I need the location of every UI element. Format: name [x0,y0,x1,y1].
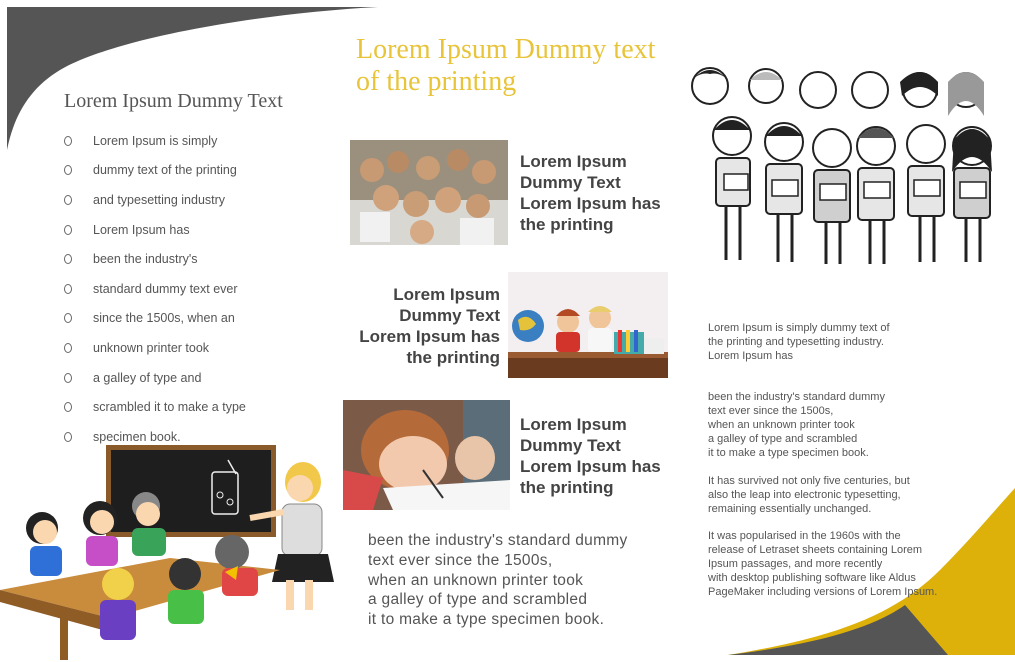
list-item: specimen book. [64,422,246,452]
middle-body-text: been the industry's standard dummy text ever since the 1500s, when an unknown printer took a galley of type and scrambled it to make a type specimen book. [368,532,628,629]
left-heading: Lorem Ipsum Dummy Text [64,90,283,112]
right-body-text: Lorem Ipsum is simply dummy text of the printing and typesetting industry. Lorem Ipsum has been the industry's standard dummy text ever since the 1500s, when an unknown printer took a galley of type and scrambled it to make a type specimen book. It has survived not only five centuries, but also the leap into electronic typesetting, remaining essentially unchanged. It was popularised in the 1960s with the release of Letraset sheets containing Lorem Ipsum passages, and more recently with desktop publishing software like Aldus PageMaker including versions of Lorem Ipsum. [708,321,938,599]
list-item: since the 1500s, when an [64,304,246,334]
circle-bullet-icon [64,254,72,264]
middle-heading: Lorem Ipsum Dummy text of the printing [356,34,656,97]
list-item: been the industry's [64,244,246,274]
caption-2: Lorem Ipsum Dummy Text Lorem Ipsum has the printing [359,285,500,367]
circle-bullet-icon [64,343,72,353]
circle-bullet-icon [64,313,72,323]
kids-group-photo [350,140,508,245]
kids-desk-globe-photo [508,272,668,378]
list-item: scrambled it to make a type [64,392,246,422]
list-item: a galley of type and [64,363,246,393]
child-writing-photo [343,400,510,510]
list-item: and typesetting industry [64,185,246,215]
list-item: Lorem Ipsum is simply [64,126,246,156]
circle-bullet-icon [64,373,72,383]
circle-bullet-icon [64,195,72,205]
caption-3: Lorem Ipsum Dummy Text Lorem Ipsum has the printing [520,415,661,497]
circle-bullet-icon [64,402,72,412]
circle-bullet-icon [64,284,72,294]
circle-bullet-icon [64,225,72,235]
list-item: dummy text of the printing [64,156,246,186]
list-item: Lorem Ipsum has [64,215,246,245]
classroom-illustration [0,440,340,662]
list-item: standard dummy text ever [64,274,246,304]
caption-1: Lorem Ipsum Dummy Text Lorem Ipsum has the printing [520,152,661,234]
bullet-list [64,126,246,452]
circle-bullet-icon [64,136,72,146]
choir-illustration [680,56,1002,268]
list-item: unknown printer took [64,333,246,363]
circle-bullet-icon [64,165,72,175]
